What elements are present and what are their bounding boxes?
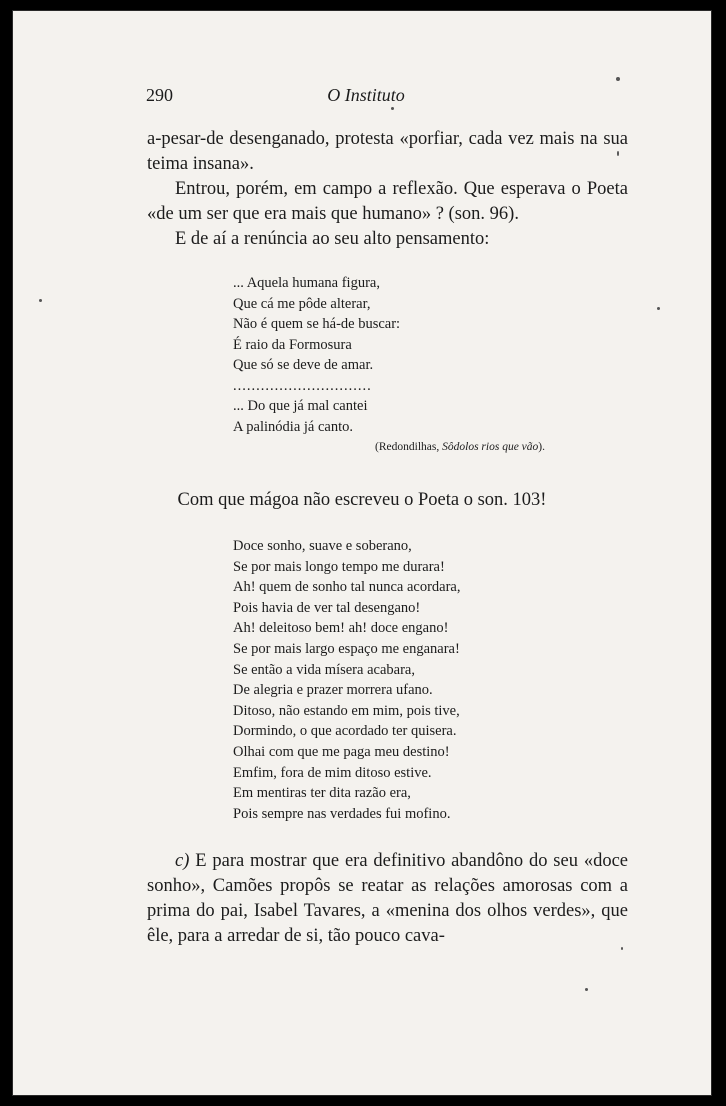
verse-line: ... Aquela humana figura, [233, 275, 380, 291]
paragraph-c-text: E para mostrar que era definitivo abandôno do seu «doce sonho», Camões propôs se reatar as relações amorosas com a prima do pai, Isabel Tavares, a «menina dos olhos verdes», que êle, para a arredar de si, tão pouco cava- [147, 851, 628, 946]
verse-line: De alegria e prazer morrera ufano. [233, 682, 433, 699]
verse-line: Dormindo, o que acordado ter quisera. [233, 723, 457, 740]
paragraph-reflection: Entrou, porém, em campo a reflexão. Que esperava o Poeta «de um ser que era mais que humano» ? (son. 96). [147, 179, 628, 224]
citation-prefix: (Redondilhas, [375, 441, 443, 453]
item-letter: c) [175, 851, 190, 871]
closing-text [147, 849, 628, 949]
verse-line: Ah! deleitoso bem! ah! doce engano! [233, 620, 449, 637]
verse-line: Ah! quem de sonho tal nunca acordara, [233, 579, 461, 596]
paper-speck [657, 307, 660, 310]
page-header [146, 85, 586, 109]
verse-line: Pois havia de ver tal desengano! [233, 599, 421, 616]
verse-line: Ditoso, não estando em mim, pois tive, [233, 702, 460, 719]
verse-line: Que cá me pôde alterar, [233, 295, 371, 312]
verse-sonnet-103 [233, 536, 460, 824]
page-number: 290 [146, 85, 173, 105]
verse-line: Olhai com que me paga meu destino! [233, 743, 450, 760]
verse-line: Pois sempre nas verdades fui mofino. [233, 805, 451, 822]
verse-line: Emfim, fora de mim ditoso estive. [233, 764, 432, 781]
running-title: O Instituto [327, 85, 405, 105]
paragraph-c [147, 849, 628, 949]
ellipsis-divider: .............................. [233, 377, 372, 394]
verse-line: Que só se deve de amar. [233, 357, 374, 373]
paragraph-renunciation: E de aí a renúncia ao seu alto pensamento: [175, 229, 490, 249]
verse-line: ... Do que já mal cantei [233, 398, 368, 414]
verse-redondilhas [233, 273, 400, 437]
paragraph-continuation: a-pesar-de desenganado, protesta «porfiar, cada vez mais na sua teima insana». [147, 129, 628, 174]
citation-suffix: ). [538, 441, 545, 453]
intro-text [147, 127, 628, 252]
paper-speck [621, 947, 623, 950]
verse-line: Doce sonho, suave e soberano, [233, 538, 412, 554]
verse-line: Se então a vida mísera acabara, [233, 661, 415, 678]
verse-line: Em mentiras ter dita razão era, [233, 785, 411, 802]
paper-speck [39, 299, 42, 302]
verse-line: Não é quem se há-de buscar: [233, 316, 401, 332]
citation-title: Sôdolos rios que vão [442, 441, 539, 453]
paper-speck [585, 988, 588, 991]
verse-line: A palinódia já canto. [233, 418, 353, 435]
sonnet-intro-line: Com que mágoa não escreveu o Poeta o son. 103! [177, 490, 547, 510]
paper-speck [616, 77, 620, 81]
paper-speck [617, 151, 619, 156]
book-page [12, 10, 712, 1096]
verse-line: É raio da Formosura [233, 336, 352, 353]
verse-line: Se por mais largo espaço me enganara! [233, 640, 460, 657]
paper-speck [391, 107, 394, 110]
verse-citation [375, 441, 545, 453]
verse-line: Se por mais longo tempo me durara! [233, 558, 445, 575]
